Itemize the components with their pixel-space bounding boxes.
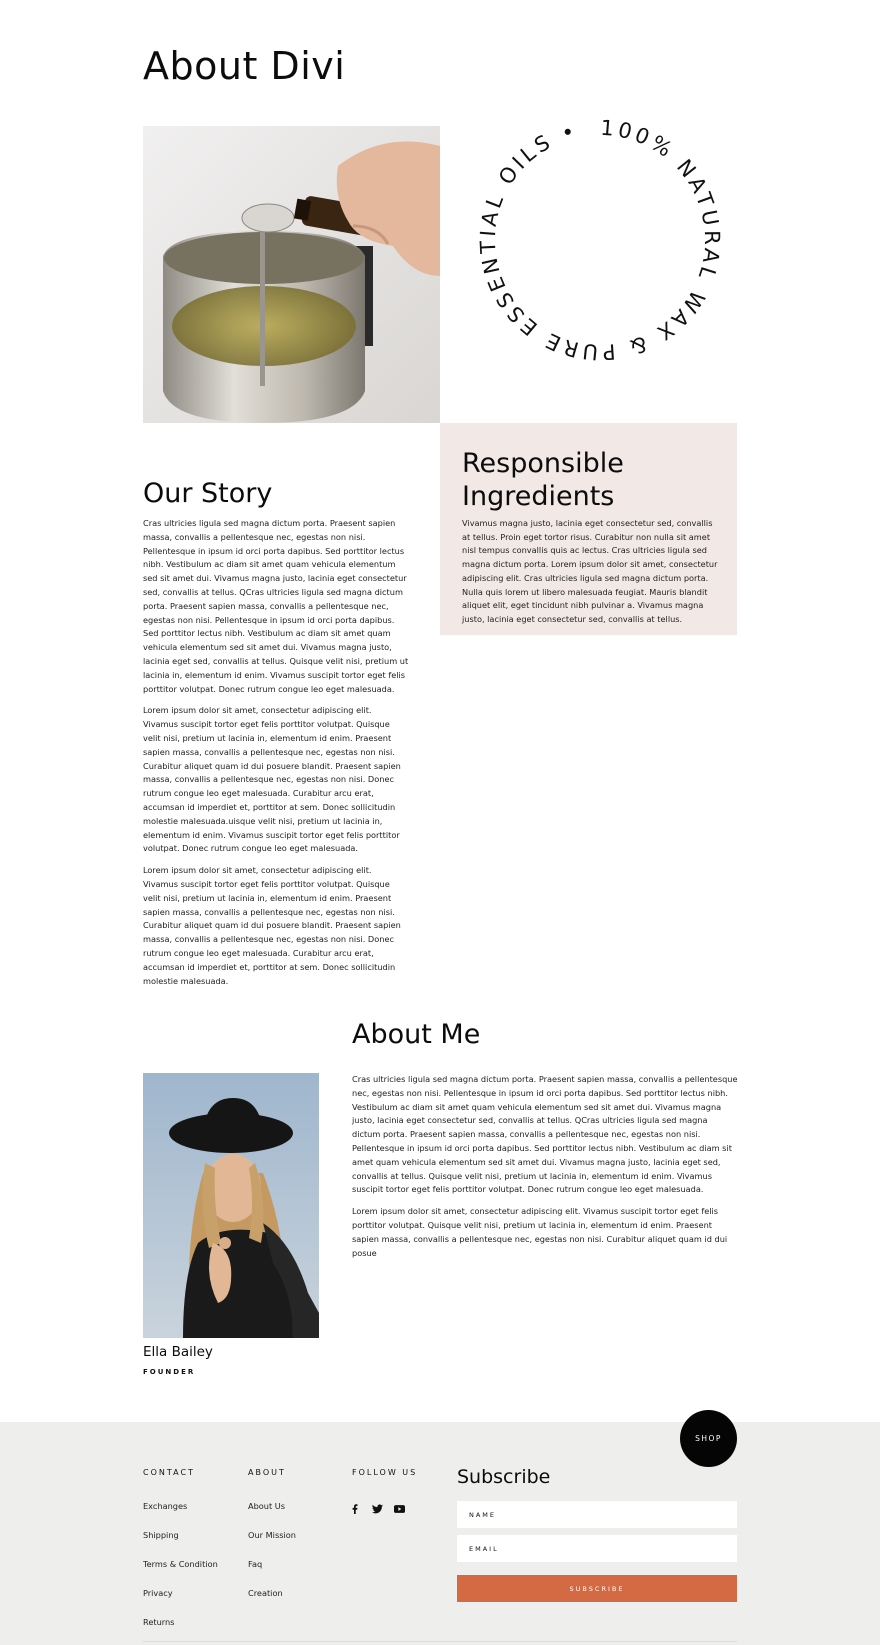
facebook-icon[interactable] — [348, 1502, 362, 1516]
about-me-paragraph: Cras ultricies ligula sed magna dictum porta. Praesent sapien massa, convallis a pellentesque nec, egestas non nisi. Pellentesque in ipsum id orci porta dapibus. Sed porttitor lectus nibh. Vestibulum ac diam sit amet quam vehicula elementum sed sit amet dui. Vivamus magna justo, lacinia eget consectetur sed, convallis at tellus. QCras ultricies ligula sed magna dictum porta. Praesent sapien massa, convallis a pellentesque nec, egestas non nisi. Pellentesque in ipsum id orci porta dapibus. Sed porttitor lectus nibh. Vestibulum ac diam sit amet quam vehicula elementum sed sit amet dui. Vivamus magna justo, lacinia eget sed, convallis at tellus. Quisque velit nisi, pretium ut lacinia in, elementum id enim. Vivamus suscipit tortor eget felis porttitor volutpat. Donec rutrum congue leo eget malesuada. — [352, 1074, 738, 1195]
founder-photo — [143, 1073, 319, 1338]
founder-role: FOUNDER — [143, 1368, 196, 1376]
footer-follow-title: FOLLOW US — [352, 1468, 418, 1477]
our-story-title: Our Story — [143, 478, 273, 509]
our-story-body — [143, 517, 409, 996]
footer-link-exchanges[interactable]: Exchanges — [143, 1501, 188, 1511]
oil-pouring-image — [143, 126, 440, 423]
footer-link-creation[interactable]: Creation — [248, 1588, 283, 1598]
badge-text: 100% NATURAL WAX & PURE ESSENTIAL OILS • — [475, 115, 725, 365]
twitter-icon[interactable] — [370, 1502, 384, 1516]
footer — [0, 1422, 880, 1645]
founder-name: Ella Bailey — [143, 1344, 213, 1360]
page-title: About Divi — [143, 44, 346, 88]
email-input[interactable] — [457, 1535, 737, 1562]
subscribe-button[interactable]: SUBSCRIBE — [457, 1575, 737, 1602]
svg-text:100% NATURAL WAX & PURE ESSENT — [476, 116, 724, 365]
name-input[interactable] — [457, 1501, 737, 1528]
responsible-ingredients-title: Responsible Ingredients — [462, 448, 624, 512]
responsible-ingredients-panel — [440, 423, 737, 635]
footer-link-about-us[interactable]: About Us — [248, 1501, 286, 1511]
youtube-icon[interactable] — [392, 1502, 406, 1516]
footer-contact-title: CONTACT — [143, 1468, 195, 1477]
footer-link-faq[interactable]: Faq — [248, 1559, 263, 1569]
footer-divider — [143, 1641, 737, 1642]
natural-wax-circular-badge — [470, 110, 730, 370]
footer-link-shipping[interactable]: Shipping — [143, 1530, 179, 1540]
footer-link-privacy[interactable]: Privacy — [143, 1588, 173, 1598]
about-me-body — [352, 1073, 738, 1268]
footer-link-terms[interactable]: Terms & Condition — [143, 1559, 218, 1569]
story-paragraph: Cras ultricies ligula sed magna dictum porta. Praesent sapien massa, convallis a pellentesque nec, egestas non nisi. Pellentesque in ipsum id orci porta dapibus. Sed porttitor lectus nibh. Vestibulum ac diam sit amet quam vehicula elementum sed sit amet dui. Vivamus magna justo, lacinia eget consectetur sed, convallis at tellus. QCras ultricies ligula sed magna dictum porta. Praesent sapien massa, convallis a pellentesque nec, egestas non nisi. Pellentesque in ipsum id orci porta dapibus. Sed porttitor lectus nibh. Vestibulum ac diam sit amet quam vehicula elementum sed sit amet dui. Vivamus magna justo, lacinia eget sed, convallis at tellus. Quisque velit nisi, pretium ut lacinia in, elementum id enim. Vivamus suscipit tortor eget felis porttitor volutpat. Donec rutrum congue leo eget malesuada. — [143, 518, 409, 694]
footer-link-our-mission[interactable]: Our Mission — [248, 1530, 296, 1540]
responsible-ingredients-text: Vivamus magna justo, lacinia eget consectetur sed, convallis at tellus. Proin eget tortor risus. Curabitur non nulla sit amet nisl tempus convallis quis ac lectus. Cras ultricies ligula sed magna dictum porta. Lorem ipsum dolor sit amet, consectetur adipiscing elit. Cras ultricies ligula sed magna dictum porta. Nulla quis lorem ut libero malesuada feugiat. Mauris blandit aliquet elit, eget tincidunt nibh pulvinar a. Vivamus magna justo, lacinia eget consectetur sed, convallis at tellus. — [462, 518, 718, 624]
footer-about-title: ABOUT — [248, 1468, 286, 1477]
story-paragraph: Lorem ipsum dolor sit amet, consectetur adipiscing elit. Vivamus suscipit tortor eget felis porttitor volutpat. Quisque velit nisi, pretium ut lacinia in, elementum id enim. Praesent sapien massa, convallis a pellentesque nec, egestas non nisi. Curabitur aliquet quam id dui posuere blandit. Praesent sapien massa, convallis a pellentesque nec, egestas non nisi. Donec rutrum congue leo eget malesuada. Curabitur arcu erat, accumsan id imperdiet et, porttitor at sem. Donec sollicitudin molestie malesuada.uisque velit nisi, pretium ut lacinia in, elementum id enim. Vivamus suscipit tortor eget felis porttitor volutpat. Donec rutrum congue leo eget malesuada. — [143, 705, 401, 854]
about-me-title: About Me — [352, 1019, 481, 1050]
oil-pouring-illustration — [143, 126, 440, 423]
about-me-paragraph: Lorem ipsum dolor sit amet, consectetur adipiscing elit. Vivamus suscipit tortor eget felis porttitor volutpat. Quisque velit nisi, pretium ut lacinia in, elementum id enim. Praesent sapien massa, convallis a pellentesque nec, egestas non nisi. Curabitur aliquet quam id dui posue — [352, 1206, 728, 1258]
shop-button[interactable]: SHOP — [680, 1410, 737, 1467]
footer-link-returns[interactable]: Returns — [143, 1617, 175, 1627]
founder-portrait-illustration — [143, 1073, 319, 1338]
story-paragraph: Lorem ipsum dolor sit amet, consectetur adipiscing elit. Vivamus suscipit tortor eget felis porttitor volutpat. Quisque velit nisi, pretium ut lacinia in, elementum id enim. Praesent sapien massa, convallis a pellentesque nec, egestas non nisi. Curabitur aliquet quam id dui posuere blandit. Praesent sapien massa, convallis a pellentesque nec, egestas non nisi. Donec rutrum congue leo eget malesuada. Curabitur arcu erat, accumsan id imperdiet et, porttitor at sem. Donec sollicitudin molestie malesuada. — [143, 865, 401, 986]
subscribe-title: Subscribe — [457, 1466, 551, 1488]
